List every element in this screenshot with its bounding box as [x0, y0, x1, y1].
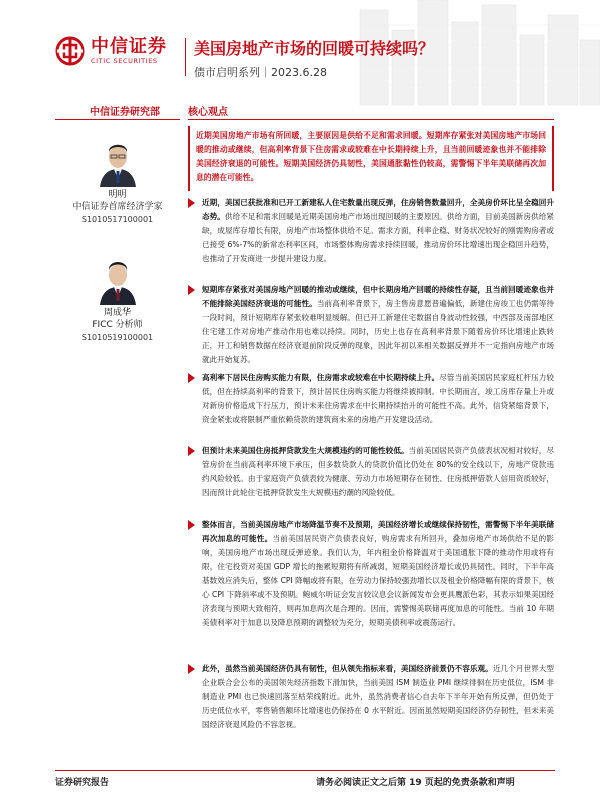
- point-body: 当前美国居民资产负债表状况相对较好，尽管房价在当前高利率环境下承压，但多数贷款人的贷款价值比仍处在 80%的安全线以下，房地产贷款违约风险较低。由于家庭资产负债表较为健康、劳动力市场短期存在韧性、住房抵押借款人信用资质较好，因而预计此轮住宅抵押贷款发生大规模违约潮的风险较低。: [202, 446, 554, 497]
- point-lead: 整体而言，当前美国房地产市场降温节奏不及预期，美国经济增长或继续保持韧性，需警惕下半年美联储再次加息的可能性。: [202, 520, 554, 543]
- author-license-id: S1010519100001: [81, 333, 154, 342]
- triangle-bullet-icon: [188, 664, 196, 760]
- author-role: 中信证券首席经济学家: [72, 202, 163, 212]
- triangle-bullet-icon: [188, 446, 196, 514]
- brand-name-cn: 中信证券: [91, 35, 167, 57]
- core-viewpoints-rule: [188, 119, 554, 120]
- author-card: [55, 253, 180, 344]
- citic-logo-icon: [55, 36, 85, 66]
- footer-disclaimer: 请务必阅读正文之后第 19 页起的免责条款和声明: [316, 778, 515, 788]
- point-lead: 此外，虽然当前美国经济仍具有韧性，但从领先指标来看，美国经济前景仍不容乐观。: [202, 664, 493, 673]
- author-photo-icon: [94, 135, 142, 187]
- research-dept-heading: 中信证券研究部: [90, 107, 160, 118]
- author-role: FICC 分析师: [92, 320, 143, 330]
- point-body: 当前美国居民资产负债表良好，购房需求有所回升，叠加房地产市场供给不足的影响，美国房地产市场出现反弹迹象。我们认为，年内租金价格降温对于美国通胀下降的推动作用或将有限，住宅投资对美国 GDP 增长的拖累短期将有所减弱，短期美国经济增长或仍具韧性。同时，下半年高基数效应消失后，整体 CPI 降幅或将有限，在劳动力保持较强劲增长以及租金价格降幅有限的背景下，核心 CPI 下降斜率或不及预期。鲍威尔听证会发言较议息会议新闻发布会更具鹰派色彩，其表示如果美国经济表现与预期大致相符，则再加息两次是合理的。因而，需警惕美联储再度加息的可能性。当前 10 年期美债利率对于加息以及降息预期的调整较为充分，短期美债利率或震荡运行。: [202, 534, 554, 627]
- point-lead: 短期库存紧张对美国房地产回暖的推动或继续，但中长期房地产回暖的持续性存疑，且当前回暖迹象也并不能排除美国经济衰退的可能性。: [202, 285, 554, 308]
- report-series-date: 债市启明系列｜2023.6.28: [194, 66, 327, 79]
- point-body: 尽管当前美国居民家庭杠杆压力较低，但在持续高利率的背景下，预计居民住房购买能力将继续被抑制。中长期而言，竣工房库存量上升或对新房价格造成下行压力，预计未来住房需求在中长期持续抬升的可能性不高。此外，信贷紧缩背景下，资金紧张或将限制严重依赖贷款的建筑商未来的房地产开发建设活动。: [202, 373, 554, 424]
- summary-box: 近期美国房地产市场有所回暖，主要原因是供给不足和需求回暖。短期库存紧张对美国房地产市场回暖的推动或继续，但高利率背景下住房需求或较难在中长期持续上升，且当前回暖迹象也并不能排除美国经济衰退的可能性。短期美国经济仍具韧性，美国通胀黏性仍较高，需警惕下半年美联储再次加息的潜在可能性。: [188, 126, 554, 191]
- core-viewpoints-heading: 核心观点: [188, 107, 228, 118]
- point-body: 当前高利率背景下，房主售房意愿普遍偏低，新建住房竣工也仍需等待一段时间，预计短期库存紧张较难明显缓解。但已开工新建住宅数据自身波动性较强，中西部及南部地区住宅建工作对房地产推动作用也难以持续。同时，历史上也存在高利率背景下随着房价环比增速止跌转正，开工和销售数据在经济衰退前阶段反弹的现象，因此年初以来相关数据反弹并不一定指向房地产市场就此开始复苏。: [202, 299, 554, 364]
- author-name: 周成华: [103, 308, 131, 318]
- list-item: [188, 196, 554, 280]
- list-item: [188, 371, 554, 441]
- report-header: [0, 0, 600, 110]
- header-divider: [185, 38, 186, 76]
- footer-report-type: 证券研究报告: [55, 778, 110, 788]
- author-license-id: S1010517100001: [81, 215, 154, 224]
- triangle-bullet-icon: [188, 373, 196, 441]
- citic-logo: [55, 36, 167, 66]
- list-item: [188, 283, 554, 367]
- author-photo-icon: [94, 253, 142, 305]
- triangle-bullet-icon: [188, 285, 196, 367]
- point-body: 近几个月世界大型企业联合会公布的美国领先经济指数下滑加快，当前美国 ISM 制造业 PMI 继续徘徊在历史低位，ISM 非制造业 PMI 也已快速回落至枯荣线附近。此外，虽然消费者信心自去年下半年开始有所反弹，但仍处于历史低位水平，零售销售额环比增速也仍保持在 0 水平附近。因而虽然短期美国经济仍存韧性，但未来美国经济衰退风险仍不容忽视。: [202, 664, 554, 729]
- author-name: 明明: [108, 190, 127, 200]
- brand-name-en: CITIC SECURITIES: [91, 56, 158, 65]
- triangle-bullet-icon: [188, 198, 196, 280]
- point-lead: 但预计未来美国住房抵押贷款发生大规模违约的可能性较低。: [202, 446, 409, 455]
- report-title: 美国房地产市场的回暖可持续吗？: [194, 39, 435, 58]
- sidebar-rule: [55, 119, 180, 120]
- point-lead: 高利率下居民住房购买能力有限，住房需求或较难在中长期持续上升。: [202, 373, 440, 382]
- author-card: [55, 135, 180, 226]
- list-item: [188, 444, 554, 514]
- footer-rule: [55, 770, 555, 771]
- list-item: [188, 518, 554, 658]
- list-item: [188, 662, 554, 760]
- point-body: 供给不足和需求回暖是近期美国房地产市场出现回暖的主要原因。供给方面，目前美国新房供给紧缺，成屋库存增长有限，房地产市场整体供给不足。需求方面，利率企稳、财务状况较好的刚需购房者或已接受 6%-7%的新常态利率区间，市场整体购房需求持续回暖，推动房价环比增速出现企稳回升趋势，也推动了开发商进一步提升建设力度。: [202, 212, 554, 263]
- point-lead: 近期，美国已获批准和已开工新建私人住宅数量出现反弹，住房销售数量回升，全美房价环比呈全稳回升态势。: [202, 198, 554, 221]
- triangle-bullet-icon: [188, 520, 196, 658]
